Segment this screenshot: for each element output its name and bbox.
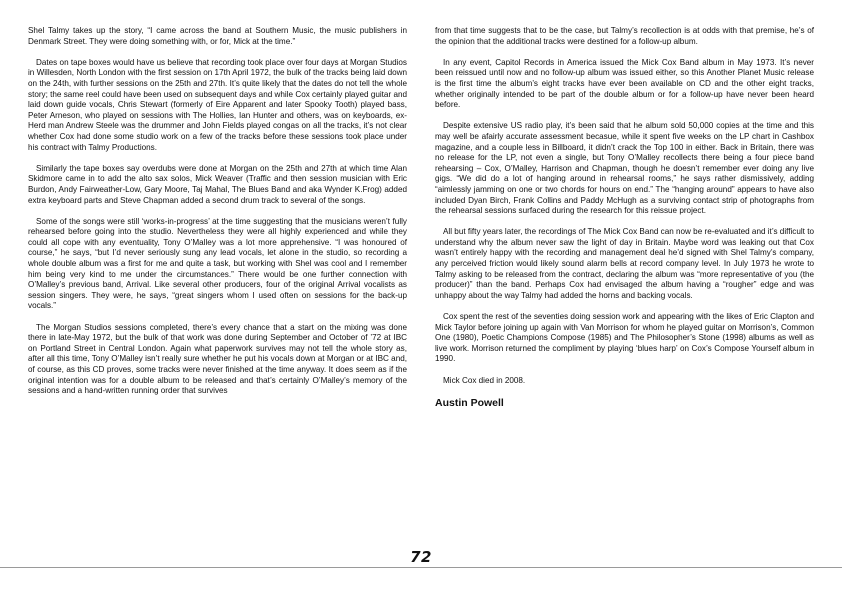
paragraph: All but fifty years later, the recordings of The Mick Cox Band can now be re-evaluated and it’s difficult to understand why the album never saw the light of day in Britain. Maybe word was leaking out that Cox wasn’t entirely happy with the recording and management deal he’d signed with Shel Talmy’s company, any perceived friction would likely sound alarm bells at record company level. In July 1973 he wrote to Talmy asking to be released from the contract, declaring the album was “more representative of you (the producer)” than the band. Perhaps Cox had envisaged the album having a “rougher” edge and was unhappy about the way Talmy had added the horns and backing vocals.	[435, 227, 814, 300]
author-signature: Austin Powell	[435, 397, 504, 410]
paragraph: Cox spent the rest of the seventies doing session work and appearing with the likes of Eric Clapton and Mick Taylor before joining up again with Van Morrison for whom he played guitar on Morrison’s, Common One (1980), Poetic Champions Compose (1985) and The Philosopher’s Stone (1998) albums as well as live work. Morrison returned the compliment by playing ‘blues harp’ on Cox’s Compose Yourself album in 1990.	[435, 312, 814, 364]
paragraph: Dates on tape boxes would have us believe that recording took place over four days at Morgan Studios in Willesden, North London with the first session on 17th April 1972, the bulk of the tracks being laid down on the 24th, with further sessions on the 25th and 27th. It’s quite likely that the dates do not tell the whole story; the same reel could have been used on subsequent days and while Cox certainly played guitar and laid down guide vocals, Chris Stewart (formerly of Eire Apparent and later Spooky Tooth) played bass, Peter Arneson, who played on sessions with The Hollies, Ian Hunter and others, was on keyboards, ex-Herd man Andrew Steele was the drummer and John Fields played congas on all the tracks, it’s not clear whether Cox had done some studio work on a few of the tracks before these sessions took place under his contract with Talmy Productions.	[28, 57, 407, 152]
paragraph: Despite extensive US radio play, it’s been said that he album sold 50,000 copies at the time and this may well be afairly accurate assessment becasue, while it spent five weeks on the LP chart in Cashbox magazine, and a couple less in Billboard, it didn’t crack the Top 100 in either. Back in Britain, there was no release for the LP, not even a single, but Tony O’Malley recollects there being a four piece band rehearsing – Cox, O’Malley, Harrison and Chapman, though he doesn’t remember ever doing any live gigs. “We did do a lot of hanging around in rehearsal rooms,” he says rather dismissively, adding “aimlessly jamming on one or two chords for hours on end.” The “hanging around” appears to have also included Dyan Birch, Frank Collins and Paddy McHugh as a surviving contact strip of photographs from the rehearsal sessions surfaced during the research for this reissue project.	[435, 121, 814, 216]
left-column	[28, 26, 407, 407]
page-number: 72	[410, 548, 432, 566]
paragraph: Some of the songs were still ‘works-in-progress’ at the time suggesting that the musicians weren’t fully rehearsed before going into the studio. Nevertheless they were all highly experienced and while they could all cope with any eventuality, Tony O’Malley was a lot more apprehensive. “I was honoured of course,” he says, “but I’d never seriously sung any lead vocals, let alone in the studio, so recording a whole double album was a first for me and quite a task, but working with Shel was cool and I remember him being very kind to me under the circumstances.” There would be one further connection with O’Malley’s previous band, Arrival. Like several other producers, four of the original Arrival vocalists as session singers. They were, he says, “great singers whom I used often on sessions for the back-up vocals.”	[28, 216, 407, 311]
paragraph: Similarly the tape boxes say overdubs were done at Morgan on the 25th and 27th at which time Alan Skidmore came in to add the alto sax solos, Mick Weaver (Traffic and then session musician with Eric Burdon, Andy Fairweather-Low, Gary Moore, Taj Mahal, The Blues Band and aka Wynder K.Frog) added extra keyboard parts and Steve Chapman added a second drum track to several of the songs.	[28, 163, 407, 205]
paragraph: The Morgan Studios sessions completed, there’s every chance that a start on the mixing was done there in late-May 1972, but the bulk of that work was done during September and October of ’72 at IBC on Portland Street in Central London. Again what paperwork survives may not tell the whole story as, after all this time, Tony O’Malley isn’t really sure whether he put his vocals down at Morgan or at IBC and, of course, as this CD proves, some tracks were never finished at the time anyway. It does seem as if the original intention was for a double album to be released and that’s certainly O’Malley’s memory of the sessions and a hand-written running order that survives	[28, 322, 407, 396]
right-column	[435, 26, 814, 409]
paragraph: Mick Cox died in 2008.	[443, 375, 526, 385]
paragraph: Shel Talmy takes up the story, “I came across the band at Southern Music, the music publishers in Denmark Street. They were doing something with, or for, Mick at the time.”	[28, 26, 407, 46]
paragraph: from that time suggests that to be the case, but Talmy’s recollection is at odds with that premise, he’s of the opinion that the additional tracks were destined for a follow-up album.	[435, 26, 814, 46]
paragraph: In any event, Capitol Records in America issued the Mick Cox Band album in May 1973. It’s never been reissued until now and no follow-up album was issued either, so this Another Planet Music release is the first time the album’s eight tracks have ever been available on CD and the other eight tracks, whether originally intended to be part of the double album or for a follow-up have never been heard before.	[435, 57, 814, 110]
